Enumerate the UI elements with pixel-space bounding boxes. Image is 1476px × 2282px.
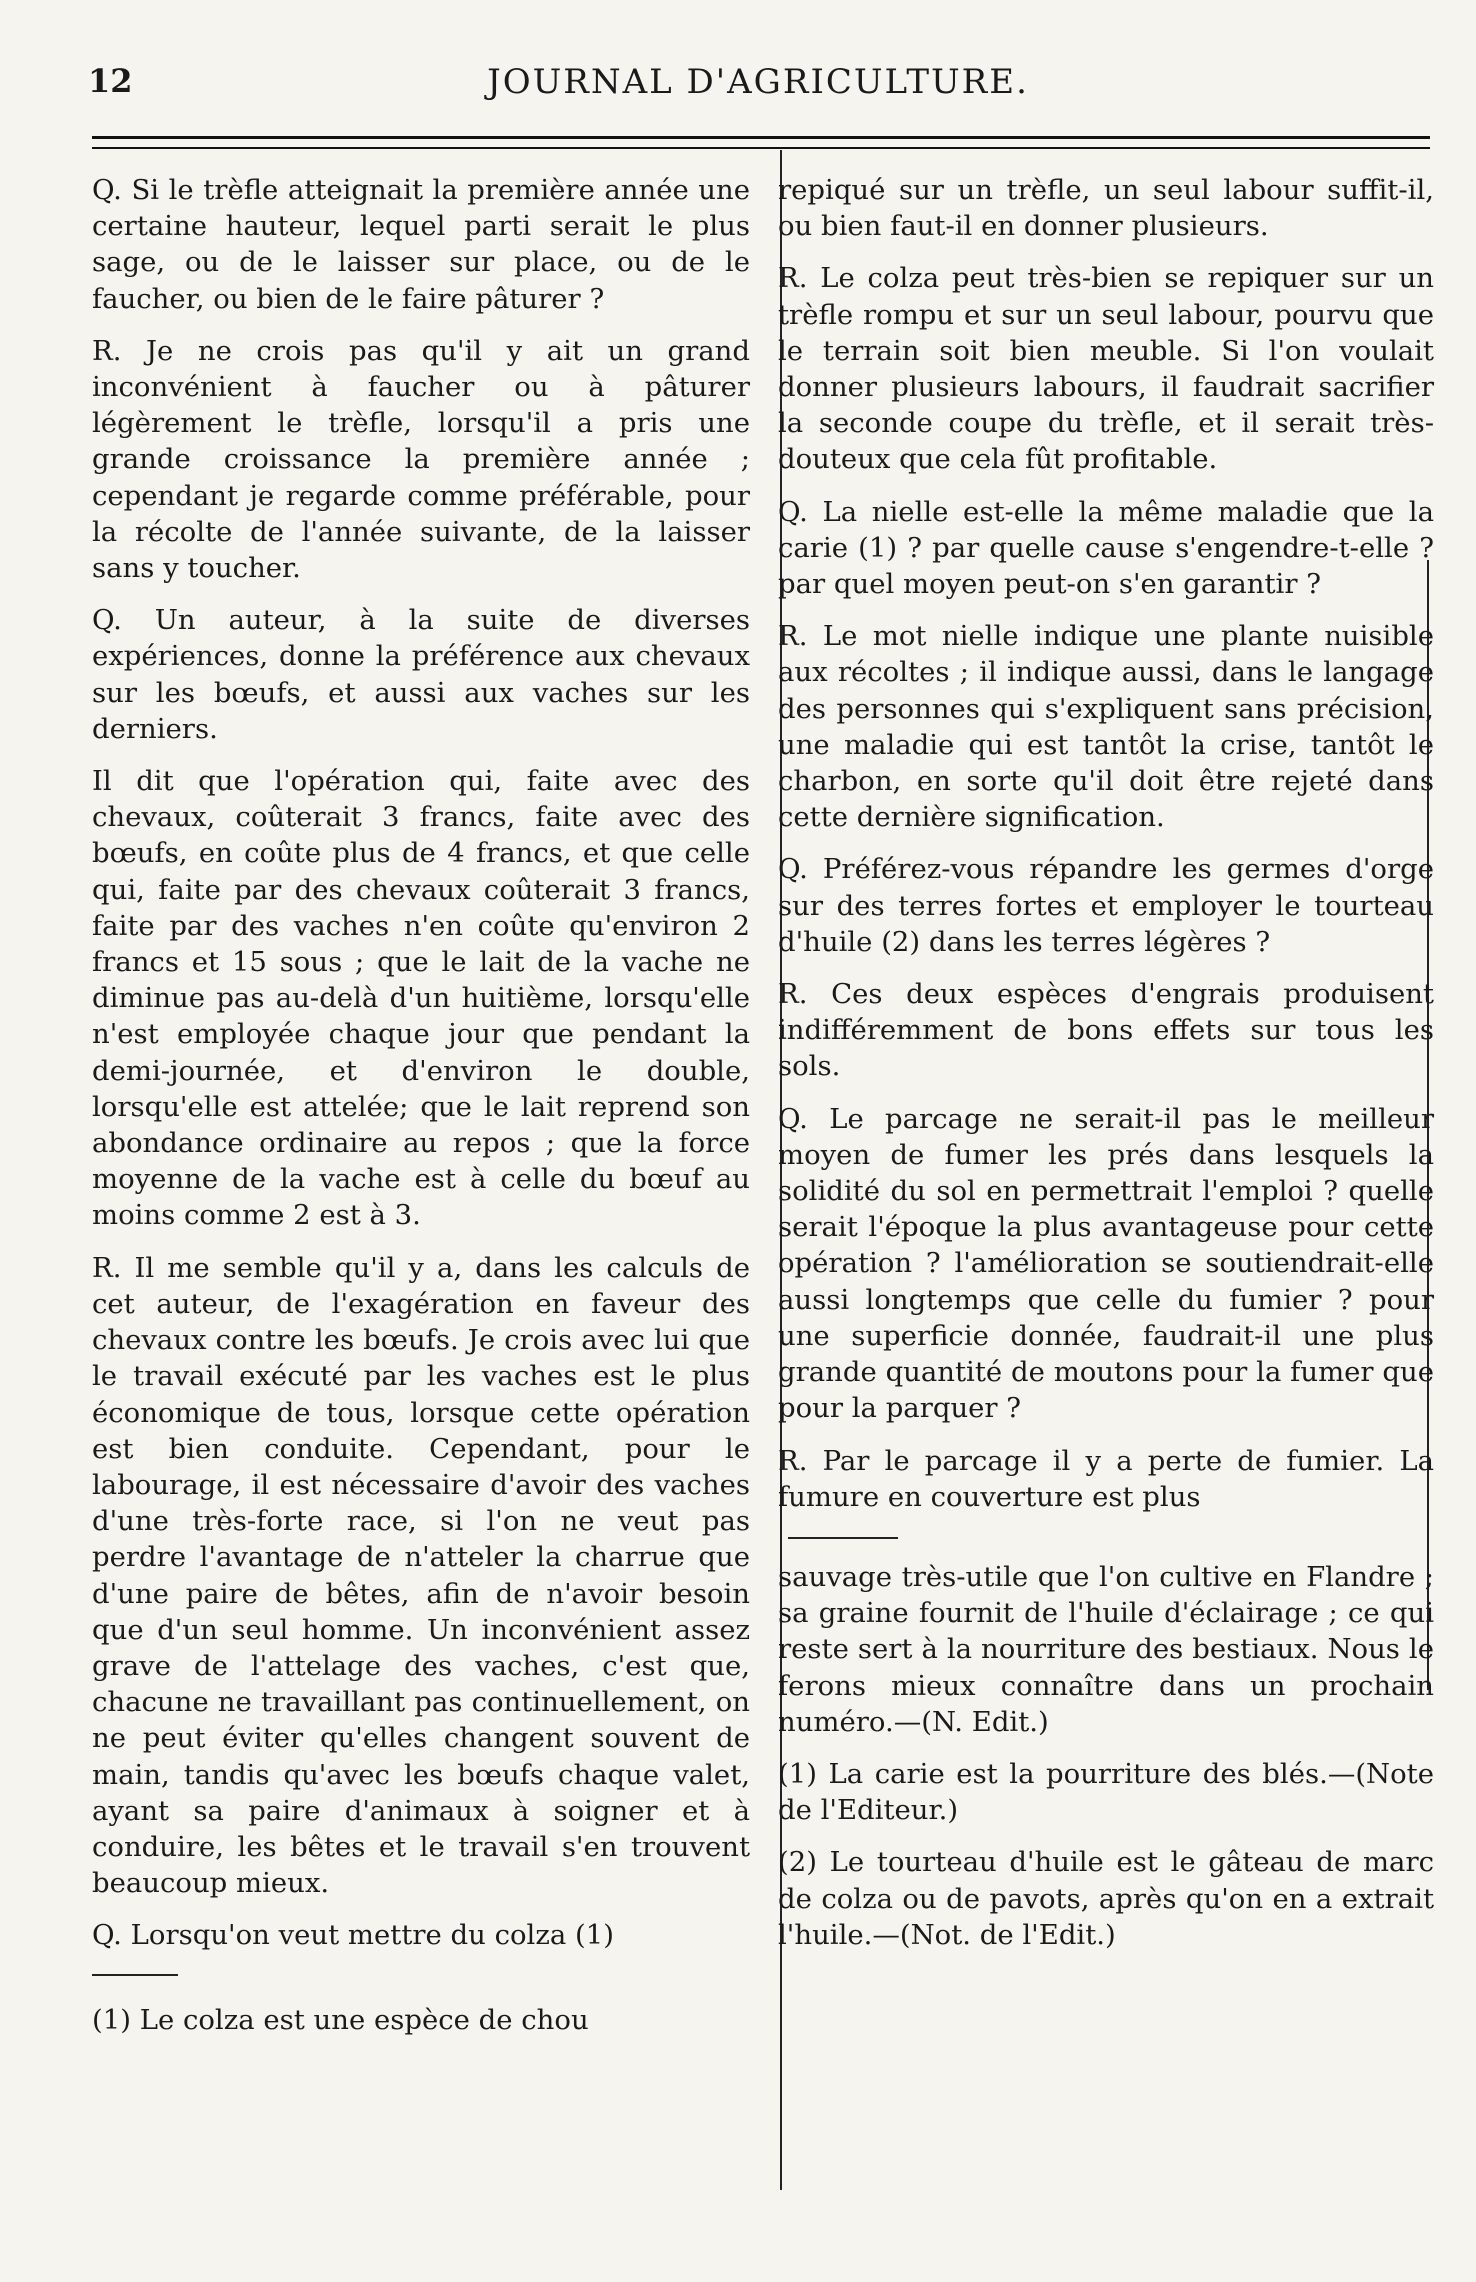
- paragraph: R. Par le parcage il y a perte de fumier. La fumure en couverture est plus: [778, 1444, 1434, 1513]
- paragraph: R. Il me semble qu'il y a, dans les calculs de cet auteur, de l'exagération en faveur des chevaux contre les bœufs. Je crois avec lui que le travail exécuté par les vaches est le plus économique de tous, lorsque cette opération est bien conduite. Cependant, pour le labourage, il est nécessaire d'avoir des vaches d'une très-forte race, si l'on ne veut pas perdre l'avantage de n'atteler la charrue que d'une paire de bêtes, afin de n'avoir besoin que d'un seul homme. Un inconvénient assez grave de l'attelage des vaches, c'est que, chacune ne travaillant pas continuellement, on ne peut éviter qu'elles changent souvent de main, tandis qu'avec les bœufs chaque valet, ayant sa paire d'animaux à soigner et à conduire, les bêtes et le travail s'en trouvent beaucoup mieux.: [92, 1251, 750, 1900]
- footnote: (1) Le colza est une espèce de chou: [92, 2003, 589, 2036]
- page-number: 12: [88, 62, 133, 100]
- paragraph: Q. Si le trèfle atteignait la première année une certaine hauteur, lequel parti serait le plus sage, ou de le laisser sur place, ou de le faucher, ou bien de le faire pâturer ?: [92, 174, 750, 315]
- right-column: [778, 172, 1434, 1969]
- paragraph: R. Le colza peut très-bien se repiquer sur un trèfle rompu et sur un seul labour, pourvu que le terrain soit bien meuble. Si l'on voulait donner plusieurs labours, il faudrait sacrifier la seconde coupe du trèfle, et il serait très-douteux que cela fût profitable.: [778, 262, 1434, 476]
- paragraph: Q. Un auteur, à la suite de diverses expériences, donne la préférence aux chevaux sur les bœufs, et aussi aux vaches sur les derniers.: [92, 604, 750, 745]
- page-header: [88, 62, 1428, 112]
- paragraph: Q. La nielle est-elle la même maladie que la carie (1) ? par quelle cause s'engendre-t-elle ? par quel moyen peut-on s'en garantir ?: [778, 495, 1434, 601]
- header-double-rule: [92, 136, 1430, 149]
- paragraph: R. Ces deux espèces d'engrais produisent indifféremment de bons effets sur tous les sols.: [778, 978, 1434, 1083]
- footnote: (1) La carie est la pourriture des blés.—(Note de l'Editeur.): [778, 1757, 1434, 1827]
- paragraph: R. Je ne crois pas qu'il y ait un grand inconvénient à faucher ou à pâturer légèrement le trèfle, lorsqu'il a pris une grande croissance la première année ; cependant je regarde comme préférable, pour la récolte de l'année suivante, de la laisser sans y toucher.: [92, 334, 750, 585]
- paragraph: Q. Le parcage ne serait-il pas le meilleur moyen de fumer les prés dans lesquels la solidité du sol en permettrait l'emploi ? quelle serait l'époque la plus avantageuse pour cette opération ? l'amélioration se soutiendrait-elle aussi longtemps que celle du fumier ? pour une superficie donnée, faudrait-il une plus grande quantité de moutons pour la fumer que pour la parquer ?: [778, 1102, 1434, 1425]
- paragraph: R. Le mot nielle indique une plante nuisible aux récoltes ; il indique aussi, dans le langage des personnes qui s'expliquent sans précision, une maladie qui est tantôt la crise, tantôt le charbon, en sorte qu'il doit être rejeté dans cette dernière signification.: [778, 620, 1434, 834]
- footnote: (2) Le tourteau d'huile est le gâteau de marc de colza ou de pavots, après qu'on en a extrait l'huile.—(Not. de l'Edit.): [778, 1846, 1434, 1951]
- left-column: [92, 172, 750, 2054]
- paragraph: Il dit que l'opération qui, faite avec des chevaux, coûterait 3 francs, faite avec des bœufs, en coûte plus de 4 francs, et que celle qui, faite par des chevaux coûterait 3 francs, faite par des vaches n'en coûte qu'environ 2 francs et 15 sous ; que le lait de la vache ne diminue pas au-delà d'un huitième, lorsqu'elle n'est employée chaque jour que pendant la demi-journée, et d'environ le double, lorsqu'elle est attelée; que le lait reprend son abondance ordinaire au repos ; que la force moyenne de la vache est à celle du bœuf au moins comme 2 est à 3.: [92, 765, 750, 1232]
- paragraph: Q. Préférez-vous répandre les germes d'orge sur des terres fortes et employer le tourteau d'huile (2) dans les terres légères ?: [778, 853, 1434, 958]
- paragraph: Q. Lorsqu'on veut mettre du colza (1): [92, 1919, 614, 1952]
- running-title: JOURNAL D'AGRICULTURE.: [487, 62, 1029, 102]
- paragraph: repiqué sur un trèfle, un seul labour suffit-il, ou bien faut-il en donner plusieurs.: [778, 174, 1434, 243]
- footnote: sauvage très-utile que l'on cultive en Flandre ; sa graine fournit de l'huile d'éclairage ; ce qui reste sert à la nourriture des bestiaux. Nous le ferons mieux connaître dans un prochain numéro.—(N. Edit.): [778, 1560, 1434, 1738]
- footnote-rule: [788, 1537, 898, 1539]
- footnote-rule: [92, 1974, 178, 1976]
